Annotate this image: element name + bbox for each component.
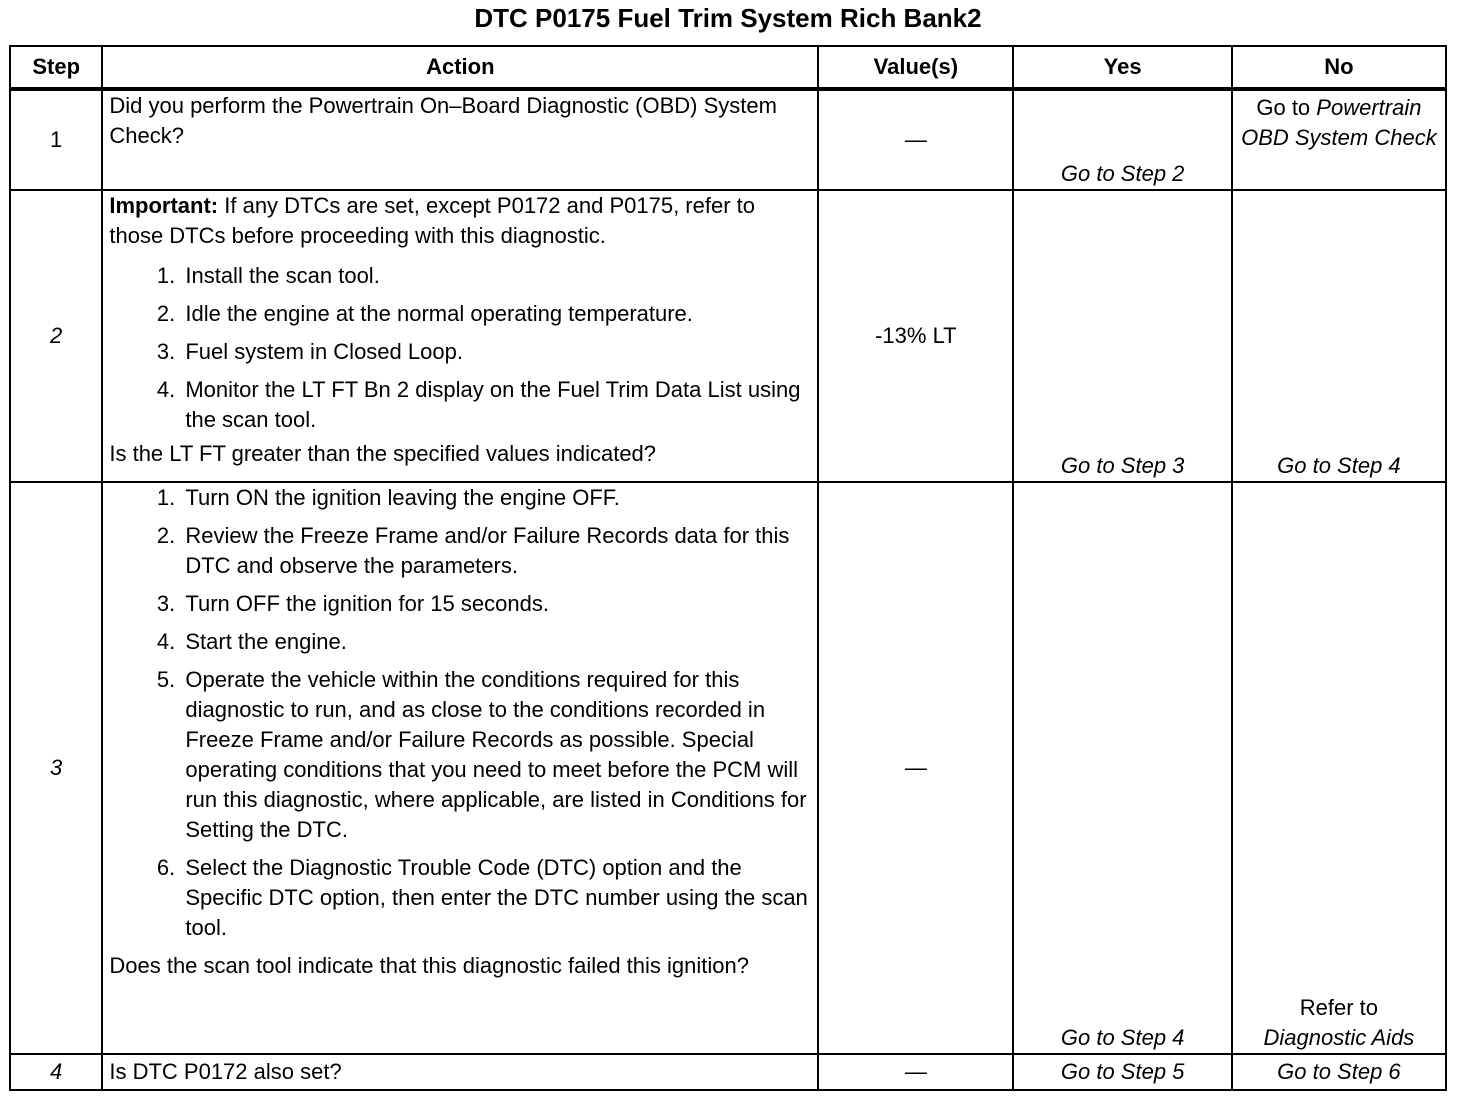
action-steps-list (109, 261, 811, 435)
yes-cell: Go to Step 2 (1013, 89, 1231, 190)
header-step: Step (10, 46, 102, 89)
yes-cell: Go to Step 4 (1013, 482, 1231, 1054)
no-cell (1232, 482, 1446, 1054)
table-row (10, 482, 1446, 1054)
list-item: 1. Install the scan tool. (181, 261, 811, 291)
list-item: 2. Review the Freeze Frame and/or Failure Records data for this DTC and observe the parameters. (181, 521, 811, 581)
action-question: Is DTC P0172 also set? (109, 1059, 342, 1084)
table-header-row (10, 46, 1446, 89)
list-item: 4. Monitor the LT FT Bn 2 display on the Fuel Trim Data List using the scan tool. (181, 375, 811, 435)
list-item: 5. Operate the vehicle within the conditions required for this diagnostic to run, and as close to the conditions recorded in Freeze Frame and/or Failure Records as possible. Special operating conditions that you need to meet before the PCM will run this diagnostic, where applicable, are listed in Conditions for Setting the DTC. (181, 665, 811, 845)
page-title: DTC P0175 Fuel Trim System Rich Bank2 (474, 3, 982, 33)
important-label: Important: (109, 193, 219, 218)
step-number: 4 (10, 1054, 102, 1090)
no-cell: Go to Step 6 (1232, 1054, 1446, 1090)
action-cell (102, 482, 818, 1054)
header-action: Action (102, 46, 818, 89)
header-yes: Yes (1013, 46, 1231, 89)
value-cell: — (818, 89, 1013, 190)
list-item: 2. Idle the engine at the normal operating temperature. (181, 299, 811, 329)
action-cell (102, 190, 818, 482)
action-question: Is the LT FT greater than the specified values indicated? (109, 441, 657, 466)
table-row (10, 89, 1446, 190)
yes-cell: Go to Step 3 (1013, 190, 1231, 482)
no-reference: Powertrain OBD System Check (1241, 95, 1437, 150)
no-cell: Go to Step 4 (1232, 190, 1446, 482)
no-reference: Diagnostic Aids (1263, 1025, 1415, 1050)
action-steps-list (109, 483, 811, 943)
no-prefix: Go to (1256, 95, 1311, 120)
value-cell: — (818, 1054, 1013, 1090)
step-number: 1 (10, 89, 102, 190)
action-question: Did you perform the Powertrain On–Board Diagnostic (OBD) System Check? (109, 93, 777, 148)
list-item: 6. Select the Diagnostic Trouble Code (DTC) option and the Specific DTC option, then enter the DTC number using the scan tool. (181, 853, 811, 943)
yes-cell: Go to Step 5 (1013, 1054, 1231, 1090)
header-values: Value(s) (818, 46, 1013, 89)
no-prefix: Refer to (1299, 995, 1379, 1020)
table-row (10, 190, 1446, 482)
value-cell: -13% LT (818, 190, 1013, 482)
table-row (10, 1054, 1446, 1090)
list-item: 1. Turn ON the ignition leaving the engine OFF. (181, 483, 811, 513)
no-cell (1232, 89, 1446, 190)
important-note (109, 191, 811, 251)
list-item: 3. Fuel system in Closed Loop. (181, 337, 811, 367)
step-number: 2 (10, 190, 102, 482)
header-no: No (1232, 46, 1446, 89)
list-item: 3. Turn OFF the ignition for 15 seconds. (181, 589, 811, 619)
list-item: 4. Start the engine. (181, 627, 811, 657)
action-cell (102, 89, 818, 190)
action-question: Does the scan tool indicate that this diagnostic failed this ignition? (109, 953, 749, 978)
value-cell: — (818, 482, 1013, 1054)
step-number: 3 (10, 482, 102, 1054)
action-cell (102, 1054, 818, 1090)
important-text: If any DTCs are set, except P0172 and P0175, refer to those DTCs before proceeding with this diagnostic. (109, 193, 755, 248)
diagnostic-table (9, 45, 1447, 1091)
